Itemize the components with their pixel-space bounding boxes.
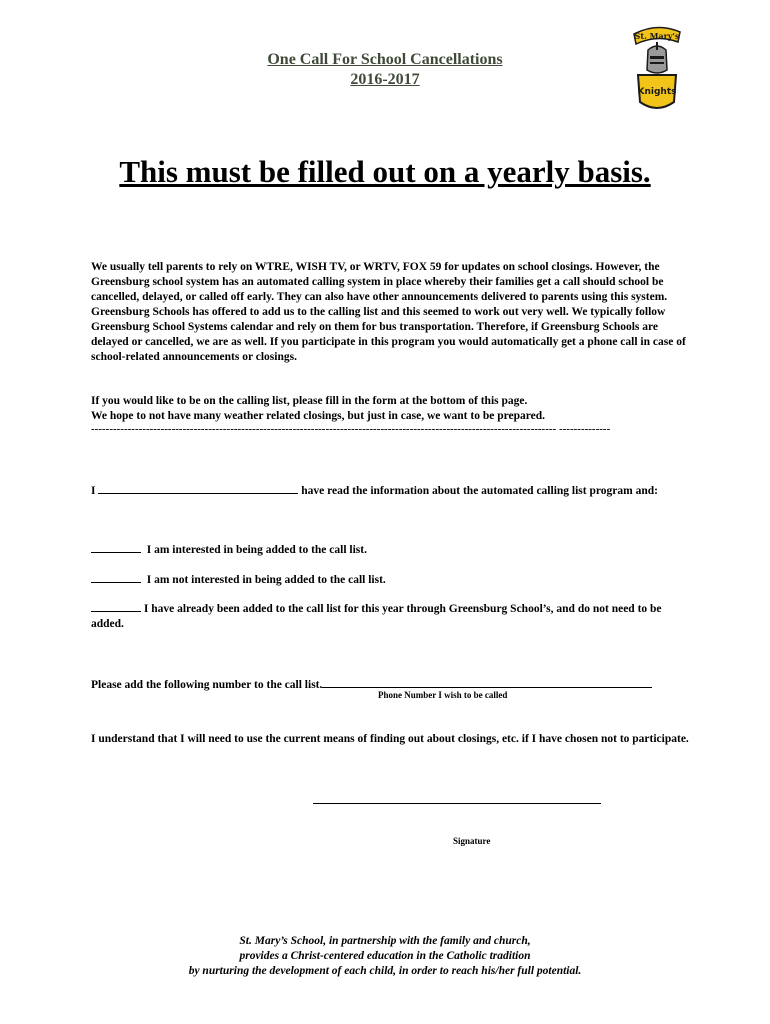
phone-number-field[interactable] [322,676,652,688]
logo-text-bottom: Knights [637,87,677,97]
signature-label: Signature [453,836,491,846]
signature-field[interactable] [313,803,601,804]
option-already-added [91,600,691,632]
name-field[interactable] [98,482,298,494]
option-interested-blank[interactable] [91,541,141,553]
logo-text-top: St. Mary's [634,31,680,41]
option-interested-label: I am interested in being added to the call list. [146,544,367,556]
document-header [150,50,620,90]
school-logo [632,20,682,115]
phone-prompt: Please add the following number to the call list. [91,679,323,691]
acknowledgement-suffix: have read the information about the automated calling list program and: [301,485,658,497]
header-year: 2016-2017 [350,71,420,88]
instructions-paragraph [91,394,691,424]
option-already-added-blank[interactable] [91,600,141,612]
instructions-line-1: If you would like to be on the calling list, please fill in the form at the bottom of this page. [91,395,528,407]
knight-logo-icon [632,20,682,115]
option-not-interested [91,571,691,588]
mission-line-3: by nurturing the development of each child, in order to reach his/her full potential. [188,965,582,977]
option-interested [91,541,691,558]
cut-line-separator: ------------------------------------------------------------------------------------------------------------------------------- -------------- [91,423,611,435]
mission-line-1: St. Mary’s School, in partnership with the family and church, [239,935,531,947]
option-not-interested-label: I am not interested in being added to the call list. [146,574,386,586]
acknowledgement-statement [91,482,691,499]
option-already-added-label: I have already been added to the call list for this year through Greensburg School’s, and do not need to be added. [91,603,662,630]
phone-number-label: Phone Number I wish to be called [378,690,508,700]
page-headline: This must be filled out on a yearly basis. [119,154,651,189]
option-not-interested-blank[interactable] [91,571,141,583]
understanding-statement: I understand that I will need to use the current means of finding out about closings, etc. if I have chosen not to participate. [91,733,689,745]
mission-statement [110,934,660,979]
intro-paragraph: We usually tell parents to rely on WTRE, WISH TV, or WRTV, FOX 59 for updates on school closings. However, the Greensburg school system has an automated calling system in place whereby their families get a call should school be cancelled, delayed, or called off early. They can also have other announcements delivered to parents using this system. Greensburg Schools has offered to add us to the calling list and this seemed to work out very well. We typically follow Greensburg School Systems calendar and rely on them for bus transportation. Therefore, if Greensburg Schools are delayed or cancelled, we are as well. If you participate in this program you would automatically get a phone call in case of school-related announcements or closings. [91,261,686,363]
acknowledgement-prefix: I [91,485,96,497]
header-title: One Call For School Cancellations [267,51,503,68]
instructions-line-2: We hope to not have many weather related closings, but just in case, we want to be prepared. [91,410,546,422]
mission-line-2: provides a Christ-centered education in the Catholic tradition [239,950,531,962]
